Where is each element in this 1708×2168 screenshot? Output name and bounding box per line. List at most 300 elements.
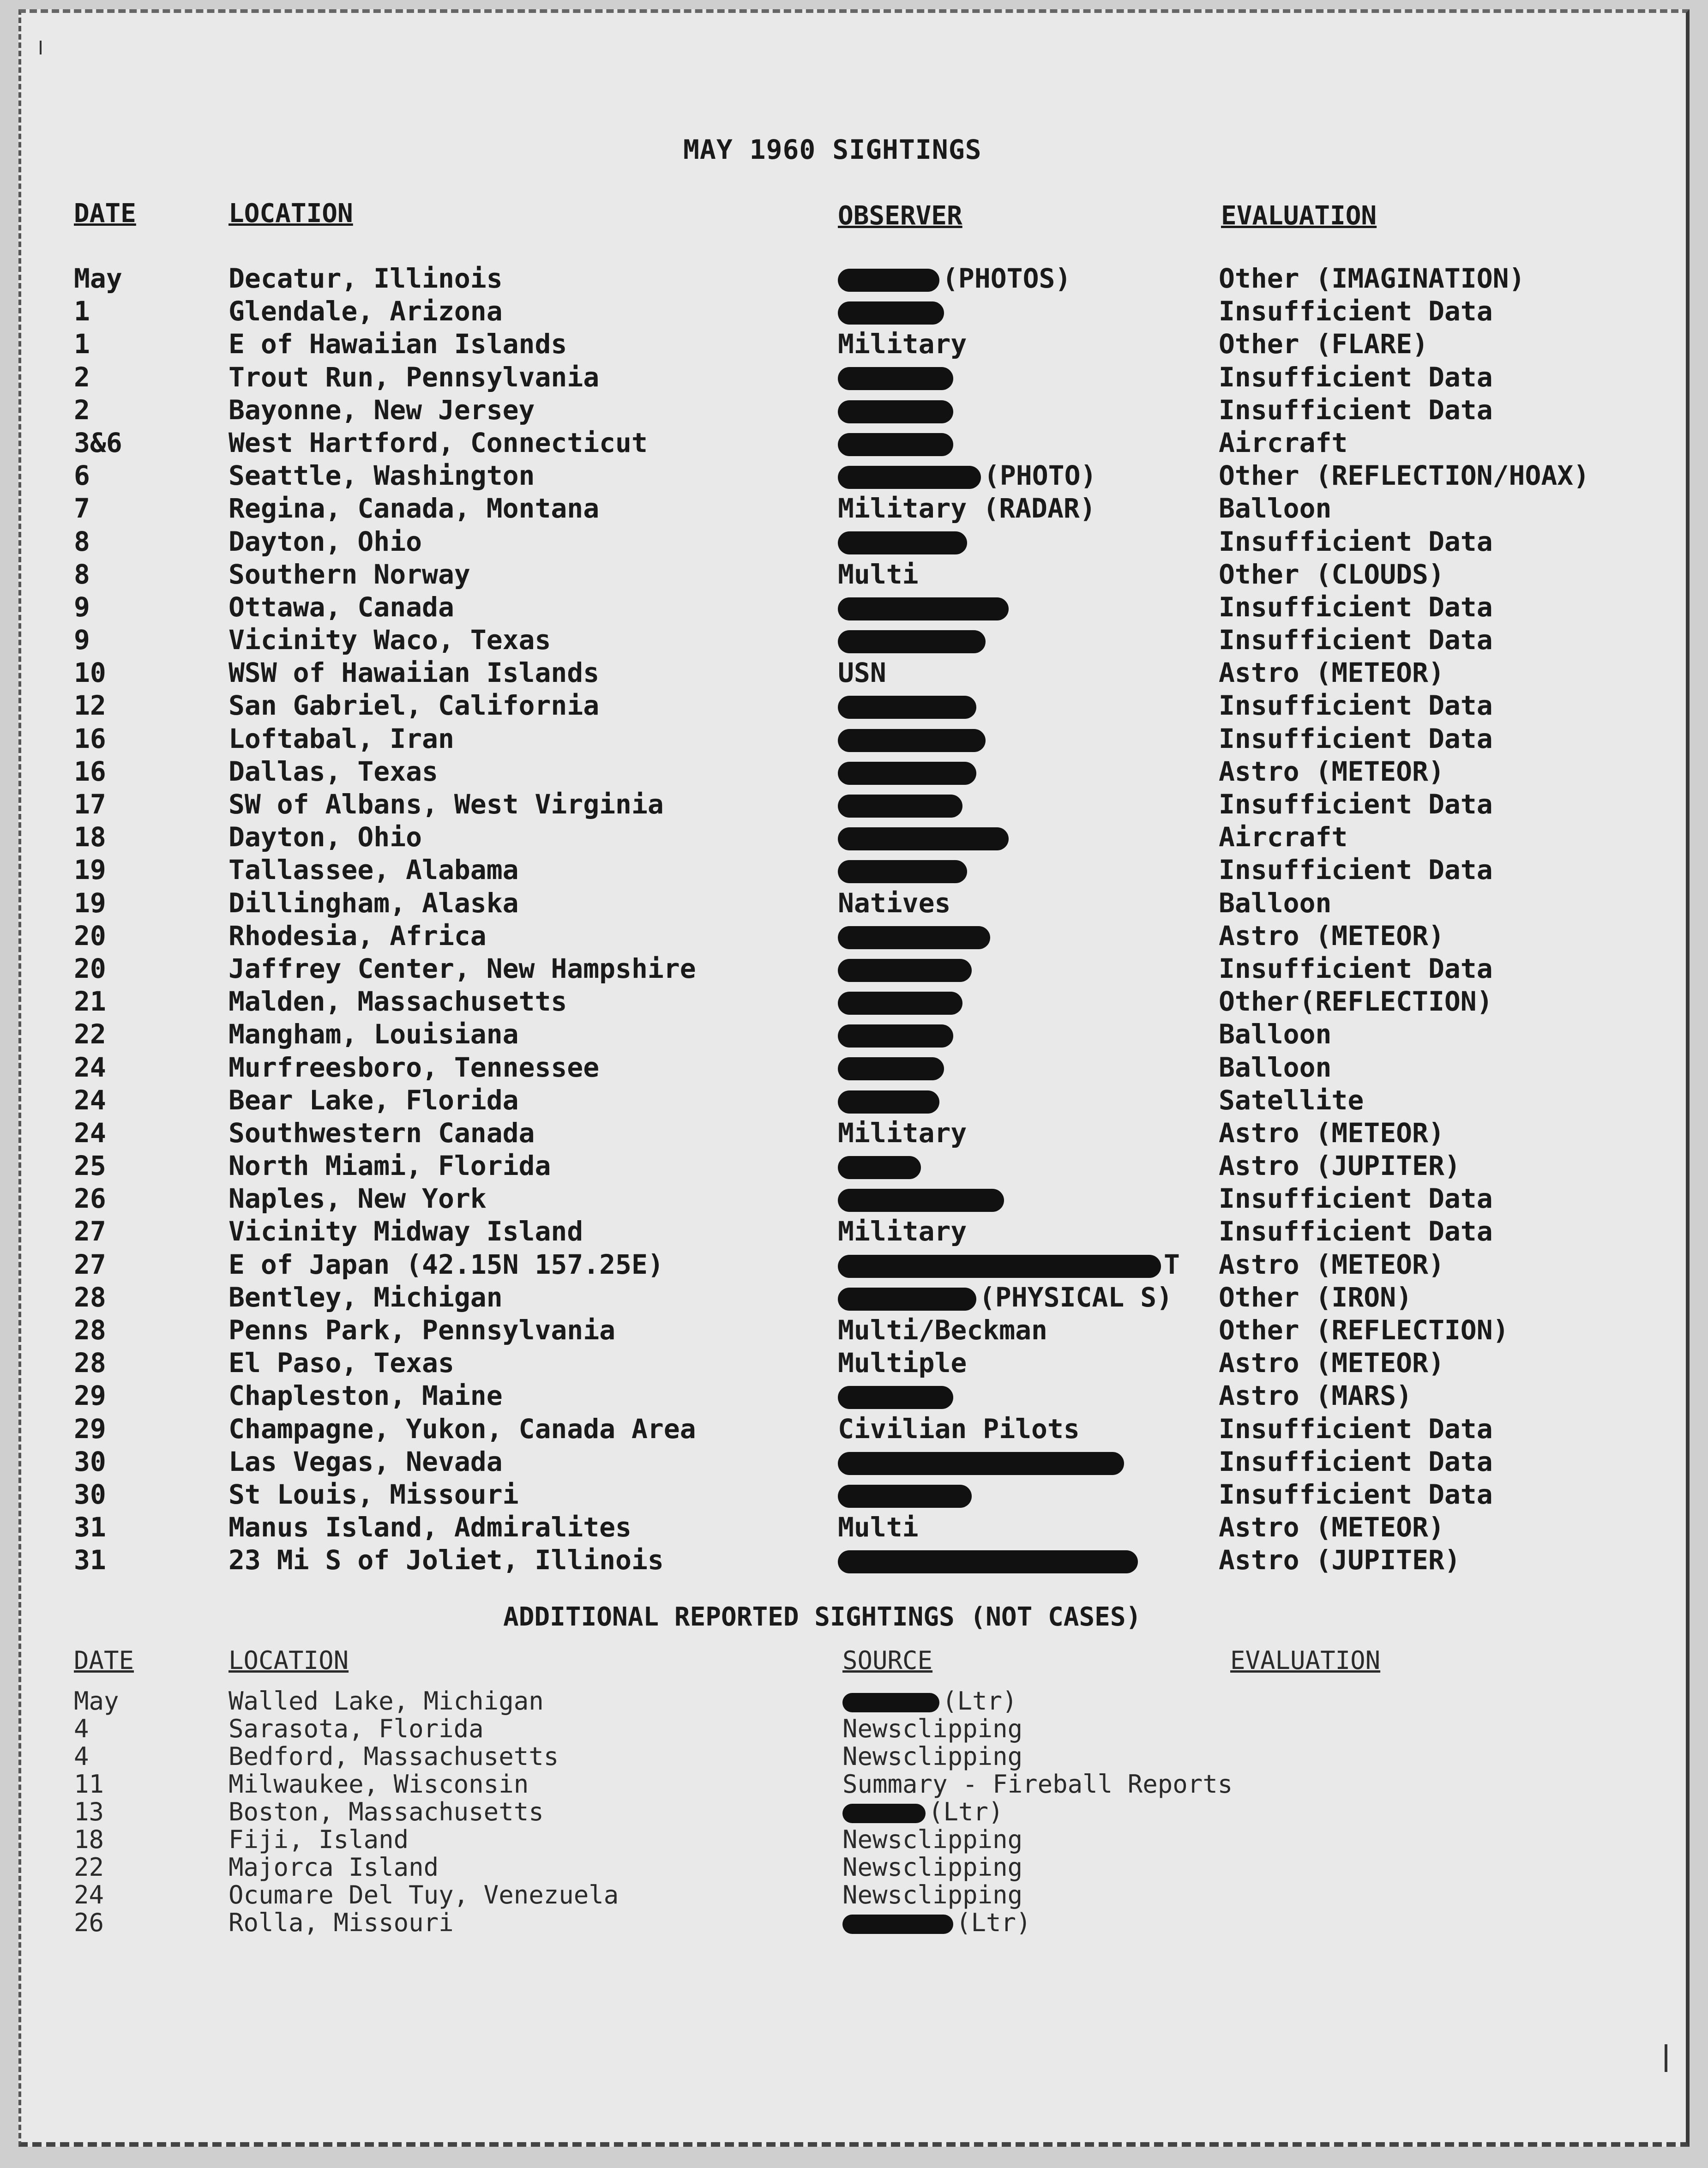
row-observer-text: (PHOTO) [984, 460, 1097, 492]
row-date: May [74, 263, 122, 294]
additional-row [0, 1826, 1708, 1854]
row-observer [838, 755, 979, 788]
row-observer-text: Civilian Pilots [838, 1413, 1080, 1445]
row-evaluation: Astro (METEOR) [1219, 1248, 1444, 1280]
redaction-mark [838, 992, 962, 1015]
row-location: Jaffrey Center, New Hampshire [229, 952, 696, 984]
row-location: Champagne, Yukon, Canada Area [229, 1413, 696, 1445]
row-observer [838, 1379, 956, 1412]
row-location: Tallassee, Alabama [229, 854, 519, 886]
additional-row-location: Boston, Massachusetts [229, 1797, 544, 1826]
row-location: Loftabal, Iran [229, 723, 454, 754]
row-observer [838, 723, 988, 755]
redaction-mark [838, 1057, 944, 1080]
row-date: 16 [74, 723, 106, 754]
additional-row-location: Majorca Island [229, 1853, 439, 1882]
redaction-mark [838, 1156, 921, 1179]
row-date: 9 [74, 591, 90, 623]
header-date: DATE [74, 199, 136, 229]
table-row [0, 394, 1708, 427]
table-row [0, 788, 1708, 821]
redaction-mark [838, 1550, 1138, 1573]
redaction-mark [842, 1915, 953, 1934]
table-row [0, 1445, 1708, 1478]
additional-row-source-text: Newsclipping [842, 1853, 1023, 1882]
redaction-mark [838, 367, 953, 390]
row-date: 29 [74, 1413, 106, 1445]
row-location: San Gabriel, California [229, 690, 600, 722]
redaction-mark [838, 1024, 953, 1048]
redaction-mark [842, 1804, 926, 1823]
table-row [0, 689, 1708, 722]
table-row [0, 328, 1708, 361]
row-evaluation: Other(REFLECTION) [1219, 986, 1493, 1018]
table-row [0, 427, 1708, 459]
row-observer [838, 492, 1096, 525]
table-row [0, 1347, 1708, 1379]
row-date: 30 [74, 1445, 106, 1477]
table-row [0, 1051, 1708, 1084]
row-observer [838, 624, 988, 656]
additional-row-source-text: Newsclipping [842, 1714, 1023, 1743]
row-observer [838, 1248, 1180, 1281]
row-evaluation: Insufficient Data [1219, 361, 1493, 393]
redaction-mark [838, 696, 976, 719]
row-location: Naples, New York [229, 1183, 487, 1215]
row-location: E of Hawaiian Islands [229, 328, 567, 360]
additional-row-date: 4 [74, 1742, 89, 1771]
table-row [0, 1150, 1708, 1182]
row-evaluation: Astro (METEOR) [1219, 657, 1444, 689]
redaction-mark [838, 597, 1009, 620]
row-observer-text: Multi [838, 1512, 919, 1543]
row-observer [838, 788, 965, 821]
table-row [0, 1084, 1708, 1117]
row-location: Bayonne, New Jersey [229, 394, 535, 426]
row-observer [838, 1511, 919, 1544]
redaction-mark [838, 433, 953, 456]
row-date: 28 [74, 1347, 106, 1379]
row-date: 28 [74, 1281, 106, 1313]
row-date: 8 [74, 525, 90, 557]
row-evaluation: Other (REFLECTION) [1219, 1314, 1509, 1346]
table-row [0, 1314, 1708, 1347]
row-date: 30 [74, 1478, 106, 1510]
row-observer [838, 920, 993, 952]
row-location: Malden, Massachusetts [229, 986, 567, 1018]
row-location: Manus Island, Admiralites [229, 1512, 631, 1543]
row-observer [838, 1281, 1173, 1314]
row-evaluation: Insufficient Data [1219, 723, 1493, 754]
row-date: 24 [74, 1117, 106, 1149]
row-location: Mangham, Louisiana [229, 1018, 519, 1050]
row-observer [838, 525, 970, 558]
table-row [0, 1379, 1708, 1412]
additional-row-date: May [74, 1686, 119, 1716]
redaction-mark [838, 1255, 1161, 1278]
additional-row-source [842, 1854, 1022, 1881]
table-row [0, 821, 1708, 854]
additional-row-source [842, 1798, 1004, 1826]
row-date: 22 [74, 1018, 106, 1050]
redaction-mark [838, 1189, 1004, 1212]
table-row [0, 1281, 1708, 1314]
table-row [0, 525, 1708, 558]
row-evaluation: Other (IMAGINATION) [1219, 263, 1525, 294]
row-observer-text: (PHYSICAL S) [979, 1281, 1173, 1313]
row-location: St Louis, Missouri [229, 1478, 519, 1510]
row-observer-text: T [1164, 1248, 1180, 1280]
row-date: 3&6 [74, 427, 122, 458]
row-date: 21 [74, 986, 106, 1018]
row-location: Glendale, Arizona [229, 295, 503, 327]
redaction-mark [838, 466, 981, 489]
additional-row-source [842, 1826, 1022, 1854]
row-observer [838, 887, 950, 920]
row-date: 31 [74, 1544, 106, 1576]
row-observer [838, 1117, 967, 1150]
additional-row-source [842, 1715, 1022, 1743]
row-evaluation: Astro (METEOR) [1219, 755, 1444, 787]
row-evaluation: Insufficient Data [1219, 690, 1493, 722]
table-row [0, 1544, 1708, 1577]
scan-speck [1665, 2044, 1667, 2072]
table-row [0, 1215, 1708, 1248]
header-evaluation: EVALUATION [1221, 201, 1377, 231]
row-evaluation: Aircraft [1219, 821, 1348, 853]
redaction-mark [838, 1090, 939, 1114]
row-date: 26 [74, 1183, 106, 1215]
redaction-mark [838, 827, 1009, 850]
row-date: 24 [74, 1084, 106, 1116]
additional-row [0, 1687, 1708, 1715]
row-observer [838, 591, 1011, 624]
row-evaluation: Astro (MARS) [1219, 1380, 1413, 1412]
row-evaluation: Insufficient Data [1219, 591, 1493, 623]
row-observer [838, 1150, 924, 1182]
additional-row-source-text: (Ltr) [956, 1908, 1031, 1937]
additional-row [0, 1743, 1708, 1771]
additional-row [0, 1881, 1708, 1909]
row-location: Bentley, Michigan [229, 1281, 503, 1313]
table-row [0, 624, 1708, 656]
redaction-mark [838, 531, 967, 554]
additional-row-source-text: Newsclipping [842, 1825, 1023, 1854]
row-location: West Hartford, Connecticut [229, 427, 648, 458]
table-row [0, 887, 1708, 920]
row-date: 19 [74, 887, 106, 919]
table-row [0, 723, 1708, 755]
table-row [0, 755, 1708, 788]
row-date: 28 [74, 1314, 106, 1346]
table-row [0, 262, 1708, 295]
row-observer [838, 1544, 1141, 1577]
scan-speck [40, 41, 42, 54]
row-observer [838, 1413, 1080, 1445]
row-evaluation: Balloon [1219, 493, 1332, 524]
redaction-mark [838, 1288, 976, 1311]
additional-row-location: Bedford, Massachusetts [229, 1742, 559, 1771]
row-observer-text: Military [838, 1117, 967, 1149]
row-evaluation: Astro (METEOR) [1219, 1347, 1444, 1379]
row-evaluation: Astro (METEOR) [1219, 920, 1444, 952]
header-location: LOCATION [229, 199, 353, 229]
row-evaluation: Insufficient Data [1219, 1216, 1493, 1247]
table-row [0, 361, 1708, 394]
additional-row-date: 11 [74, 1770, 104, 1799]
row-evaluation: Insufficient Data [1219, 295, 1493, 327]
row-evaluation: Insufficient Data [1219, 394, 1493, 426]
redaction-mark [838, 269, 939, 292]
row-observer [838, 328, 967, 361]
row-evaluation: Insufficient Data [1219, 1478, 1493, 1510]
row-observer-text: Military (RADAR) [838, 493, 1096, 524]
table-row [0, 854, 1708, 886]
additional-row [0, 1854, 1708, 1881]
additional-sightings-table [0, 1687, 1708, 1937]
additional-row-source-text: Newsclipping [842, 1742, 1023, 1771]
row-evaluation: Balloon [1219, 1051, 1332, 1083]
row-evaluation: Astro (METEOR) [1219, 1512, 1444, 1543]
row-evaluation: Other (IRON) [1219, 1281, 1413, 1313]
row-location: Las Vegas, Nevada [229, 1445, 503, 1477]
row-location: Dayton, Ohio [229, 821, 422, 853]
row-observer [838, 1478, 974, 1511]
row-observer [838, 689, 979, 722]
row-date: 31 [74, 1512, 106, 1543]
redaction-mark [838, 959, 972, 982]
row-observer [838, 394, 956, 427]
row-date: 12 [74, 690, 106, 722]
row-location: North Miami, Florida [229, 1150, 551, 1182]
row-evaluation: Balloon [1219, 887, 1332, 919]
row-evaluation: Satellite [1219, 1084, 1364, 1116]
additional-row-location: Milwaukee, Wisconsin [229, 1770, 529, 1799]
row-evaluation: Other (FLARE) [1219, 328, 1428, 360]
header-observer: OBSERVER [838, 201, 962, 231]
row-date: 24 [74, 1051, 106, 1083]
redaction-mark [838, 795, 962, 818]
additional-row-location: Sarasota, Florida [229, 1714, 484, 1743]
row-location: Trout Run, Pennsylvania [229, 361, 600, 393]
row-observer [838, 1445, 1127, 1478]
additional-row-location: Walled Lake, Michigan [229, 1686, 544, 1716]
row-observer-text: Multi/Beckman [838, 1314, 1047, 1346]
row-observer [838, 1215, 967, 1248]
row-observer [838, 985, 965, 1018]
row-location: Vicinity Waco, Texas [229, 624, 551, 656]
redaction-mark [838, 1485, 972, 1508]
row-date: 9 [74, 624, 90, 656]
row-evaluation: Insufficient Data [1219, 1183, 1493, 1215]
row-date: 8 [74, 558, 90, 590]
additional-row-date: 24 [74, 1880, 104, 1909]
row-date: 20 [74, 952, 106, 984]
row-observer-text: Multi [838, 558, 919, 590]
row-date: 25 [74, 1150, 106, 1182]
row-location: 23 Mi S of Joliet, Illinois [229, 1544, 664, 1576]
table-row [0, 295, 1708, 328]
row-date: 18 [74, 821, 106, 853]
additional-row-date: 13 [74, 1797, 104, 1826]
row-location: Dallas, Texas [229, 755, 438, 787]
redaction-mark [842, 1693, 939, 1712]
table-row [0, 1478, 1708, 1511]
additional-row-location: Fiji, Island [229, 1825, 409, 1854]
row-evaluation: Insufficient Data [1219, 854, 1493, 886]
row-location: Dayton, Ohio [229, 525, 422, 557]
additional-row-date: 18 [74, 1825, 104, 1854]
row-observer-text: Military [838, 328, 967, 360]
row-observer [838, 854, 970, 886]
row-location: Regina, Canada, Montana [229, 493, 600, 524]
row-location: Rhodesia, Africa [229, 920, 487, 952]
additional-row-source [842, 1771, 1233, 1798]
row-location: WSW of Hawaiian Islands [229, 657, 600, 689]
row-observer [838, 558, 919, 591]
row-observer-text: USN [838, 657, 886, 689]
table-row [0, 1117, 1708, 1150]
redaction-mark [838, 729, 986, 752]
row-date: 27 [74, 1248, 106, 1280]
row-location: Seattle, Washington [229, 460, 535, 492]
row-date: 17 [74, 789, 106, 820]
row-date: 29 [74, 1380, 106, 1412]
row-observer [838, 295, 947, 328]
additional-row-location: Rolla, Missouri [229, 1908, 454, 1937]
redaction-mark [838, 860, 967, 883]
row-date: 7 [74, 493, 90, 524]
additional-row-source-text: (Ltr) [928, 1797, 1004, 1826]
additional-row [0, 1798, 1708, 1826]
redaction-mark [838, 400, 953, 423]
row-location: El Paso, Texas [229, 1347, 454, 1379]
additional-row-source [842, 1687, 1017, 1715]
row-date: 2 [74, 394, 90, 426]
row-evaluation: Other (REFLECTION/HOAX) [1219, 460, 1590, 492]
table-row [0, 920, 1708, 952]
row-evaluation: Insufficient Data [1219, 952, 1493, 984]
row-observer [838, 1084, 942, 1117]
row-location: Decatur, Illinois [229, 263, 503, 294]
row-observer-text: Multiple [838, 1347, 967, 1379]
redaction-mark [838, 301, 944, 325]
row-evaluation: Other (CLOUDS) [1219, 558, 1444, 590]
additional-header-source: SOURCE [842, 1646, 933, 1675]
row-date: 27 [74, 1216, 106, 1247]
row-location: Chapleston, Maine [229, 1380, 503, 1412]
row-date: 19 [74, 854, 106, 886]
row-evaluation: Astro (METEOR) [1219, 1117, 1444, 1149]
table-row [0, 952, 1708, 985]
row-observer-text: Military [838, 1216, 967, 1247]
additional-row-source-text: Summary - Fireball Reports [842, 1770, 1233, 1799]
row-observer [838, 821, 1011, 854]
row-location: Bear Lake, Florida [229, 1084, 519, 1116]
row-location: Southern Norway [229, 558, 470, 590]
row-evaluation: Astro (JUPITER) [1219, 1544, 1461, 1576]
row-observer [838, 1314, 1047, 1347]
row-date: 1 [74, 328, 90, 360]
row-date: 6 [74, 460, 90, 492]
additional-row-date: 26 [74, 1908, 104, 1937]
row-observer [838, 459, 1096, 492]
table-row [0, 459, 1708, 492]
row-location: Ottawa, Canada [229, 591, 454, 623]
table-row [0, 656, 1708, 689]
additional-header-evaluation: EVALUATION [1230, 1646, 1381, 1675]
additional-header-date: DATE [74, 1646, 134, 1675]
table-row [0, 1413, 1708, 1445]
row-date: 20 [74, 920, 106, 952]
redaction-mark [838, 1386, 953, 1409]
table-row [0, 1248, 1708, 1281]
row-evaluation: Insufficient Data [1219, 789, 1493, 820]
additional-row-date: 4 [74, 1714, 89, 1743]
row-location: Vicinity Midway Island [229, 1216, 583, 1247]
table-row [0, 591, 1708, 624]
row-evaluation: Aircraft [1219, 427, 1348, 458]
additional-row-source [842, 1743, 1022, 1771]
row-observer [838, 1182, 1007, 1215]
additional-row [0, 1715, 1708, 1743]
row-observer [838, 952, 974, 985]
table-row [0, 492, 1708, 525]
row-evaluation: Insufficient Data [1219, 525, 1493, 557]
additional-row-location: Ocumare Del Tuy, Venezuela [229, 1880, 619, 1909]
additional-row-source [842, 1909, 1031, 1937]
row-evaluation: Insufficient Data [1219, 624, 1493, 656]
row-location: Southwestern Canada [229, 1117, 535, 1149]
row-observer [838, 427, 956, 459]
additional-row-date: 22 [74, 1853, 104, 1882]
row-date: 2 [74, 361, 90, 393]
table-row [0, 985, 1708, 1018]
additional-header-location: LOCATION [229, 1646, 349, 1675]
redaction-mark [838, 762, 976, 785]
row-observer [838, 656, 886, 689]
table-row [0, 1511, 1708, 1544]
row-date: 1 [74, 295, 90, 327]
row-observer [838, 361, 956, 394]
additional-row [0, 1771, 1708, 1798]
row-observer-text: Natives [838, 887, 951, 919]
additional-row-source-text: (Ltr) [942, 1686, 1017, 1716]
redaction-mark [838, 926, 990, 949]
additional-row-source-text: Newsclipping [842, 1880, 1023, 1909]
row-evaluation: Insufficient Data [1219, 1413, 1493, 1445]
row-evaluation: Balloon [1219, 1018, 1332, 1050]
row-observer [838, 1051, 947, 1084]
table-row [0, 1018, 1708, 1051]
row-observer [838, 1018, 956, 1051]
additional-title: ADDITIONAL REPORTED SIGHTINGS (NOT CASES) [503, 1602, 1142, 1632]
row-date: 16 [74, 755, 106, 787]
row-location: E of Japan (42.15N 157.25E) [229, 1248, 664, 1280]
row-location: SW of Albans, West Virginia [229, 789, 664, 820]
row-date: 10 [74, 657, 106, 689]
redaction-mark [838, 630, 986, 653]
row-evaluation: Insufficient Data [1219, 1445, 1493, 1477]
row-evaluation: Astro (JUPITER) [1219, 1150, 1461, 1182]
redaction-mark [838, 1452, 1124, 1475]
row-observer [838, 1347, 967, 1379]
document-title: MAY 1960 SIGHTINGS [683, 134, 982, 165]
table-row [0, 1182, 1708, 1215]
row-observer-text: (PHOTOS) [942, 263, 1071, 294]
table-row [0, 558, 1708, 591]
additional-row-source [842, 1881, 1022, 1909]
